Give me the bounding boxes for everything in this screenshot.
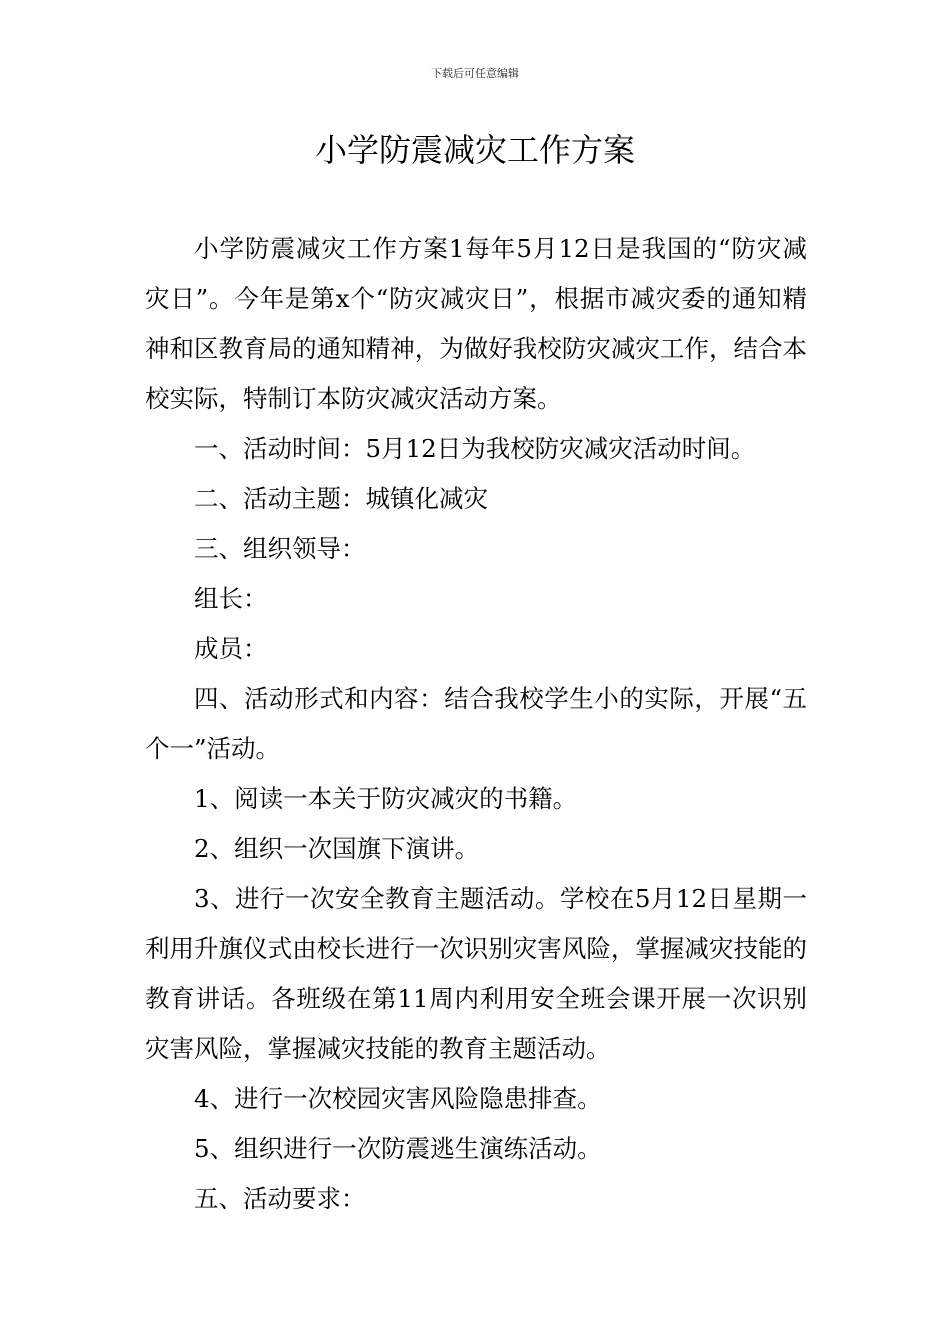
- section-activity-requirements: 五、活动要求：: [194, 1184, 366, 1213]
- section-activity-theme: 二、活动主题：城镇化减灾: [194, 484, 488, 513]
- section-leadership: 三、组织领导：: [194, 534, 366, 563]
- document-title: 小学防震减灾工作方案: [314, 131, 635, 169]
- header-note: 下载后可任意编辑: [431, 67, 519, 80]
- section-activity-time: 一、活动时间：5月12日为我校防灾减灾活动时间。: [194, 434, 756, 463]
- members-line: 成员：: [194, 634, 268, 663]
- intro-paragraph: 小学防震减灾工作方案1每年5月12日是我国的“防灾减灾日”。今年是第x个“防灾减灾日”，根据市减灾委的通知精神和区教育局的通知精神，为做好我校防灾减灾工作，结合本校实际，特制订本防灾减灾活动方案。: [145, 234, 807, 413]
- list-item: 5、组织进行一次防震逃生演练活动。: [194, 1134, 602, 1163]
- list-item: 2、组织一次国旗下演讲。: [194, 834, 480, 863]
- list-item: 4、进行一次校园灾害风险隐患排查。: [194, 1084, 602, 1113]
- document-body: [145, 224, 807, 1224]
- leader-line: 组长：: [194, 584, 268, 613]
- list-item: 1、阅读一本关于防灾减灾的书籍。: [194, 784, 578, 813]
- section-activity-form: 四、活动形式和内容：结合我校学生小的实际，开展“五个一”活动。: [145, 684, 807, 763]
- list-item: 3、进行一次安全教育主题活动。学校在5月12日星期一利用升旗仪式由校长进行一次识别灾害风险，掌握减灾技能的教育讲话。各班级在第11周内利用安全班会课开展一次识别灾害风险，掌握减灾技能的教育主题活动。: [145, 884, 807, 1063]
